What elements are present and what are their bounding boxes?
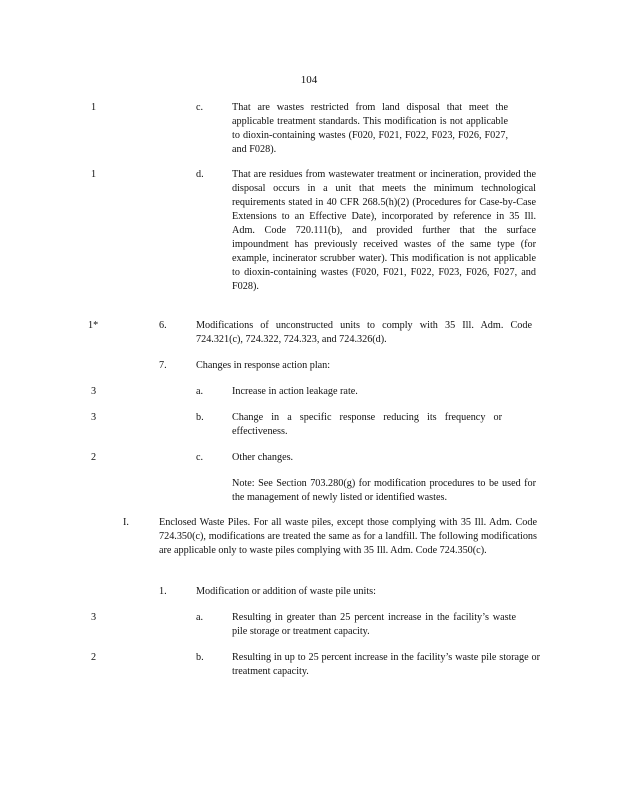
class-label: 1	[91, 102, 97, 113]
item-marker: I.	[123, 517, 129, 528]
item-text: Enclosed Waste Piles. For all waste piles, except those complying with 35 Ill. Adm. Code 724.350(c), modifications are treated the same as for a landfill. The following modifications are applicable only to waste piles complying with 35 Ill. Adm. Code 724.350(c).	[159, 517, 537, 556]
item-marker: d.	[196, 169, 204, 180]
class-label: 3	[91, 412, 97, 423]
item-text: Change in a specific response reducing its frequency or effectiveness.	[232, 412, 502, 437]
item-text: Modifications of unconstructed units to comply with 35 Ill. Adm. Code 724.321(c), 724.322, 724.323, and 724.326(d).	[196, 320, 532, 345]
item-marker: b.	[196, 652, 204, 663]
item-text: Modification or addition of waste pile units:	[196, 586, 376, 597]
item-marker: a.	[196, 612, 204, 623]
class-label: 3	[91, 386, 97, 397]
item-marker: c.	[196, 452, 204, 463]
item-text: That are residues from wastewater treatment or incineration, provided the disposal occurs in a unit that meets the minimum technological requirements stated in 40 CFR 268.5(h)(2) (Procedures for Case-by-Case Extensions to an Effective Date), incorporated by reference in 35 Ill. Adm. Code 720.111(b), and provided further that the surface impoundment has previously received wastes of the same type (for example, incinerator scrubber water). This modification is not applicable to dioxin-containing wastes (F020, F021, F022, F023, F026, F027, and F028).	[232, 169, 536, 292]
item-text: Increase in action leakage rate.	[232, 386, 358, 397]
item-marker: c.	[196, 102, 204, 113]
item-text: That are wastes restricted from land disposal that meet the applicable treatment standards. This modification is not applicable to dioxin-containing wastes (F020, F021, F022, F023, F026, F027, and F028).	[232, 102, 508, 155]
class-label: 3	[91, 612, 97, 623]
item-marker: a.	[196, 386, 204, 397]
class-label: 1	[91, 169, 97, 180]
item-text: Resulting in greater than 25 percent increase in the facility’s waste pile storage or treatment capacity.	[232, 612, 516, 637]
class-label: 2	[91, 452, 97, 463]
item-marker: 7.	[159, 360, 167, 371]
item-marker: 6.	[159, 320, 167, 331]
page-number: 104	[300, 74, 318, 86]
item-marker: b.	[196, 412, 204, 423]
item-text: Other changes.	[232, 452, 294, 463]
class-label: 2	[91, 652, 97, 663]
note-text: Note: See Section 703.280(g) for modification procedures to be used for the management of newly listed or identified wastes.	[232, 478, 536, 503]
item-text: Changes in response action plan:	[196, 360, 331, 371]
item-marker: 1.	[159, 586, 167, 597]
item-text: Resulting in up to 25 percent increase in the facility’s waste pile storage or treatment capacity.	[232, 652, 540, 677]
class-label: 1*	[88, 320, 99, 331]
